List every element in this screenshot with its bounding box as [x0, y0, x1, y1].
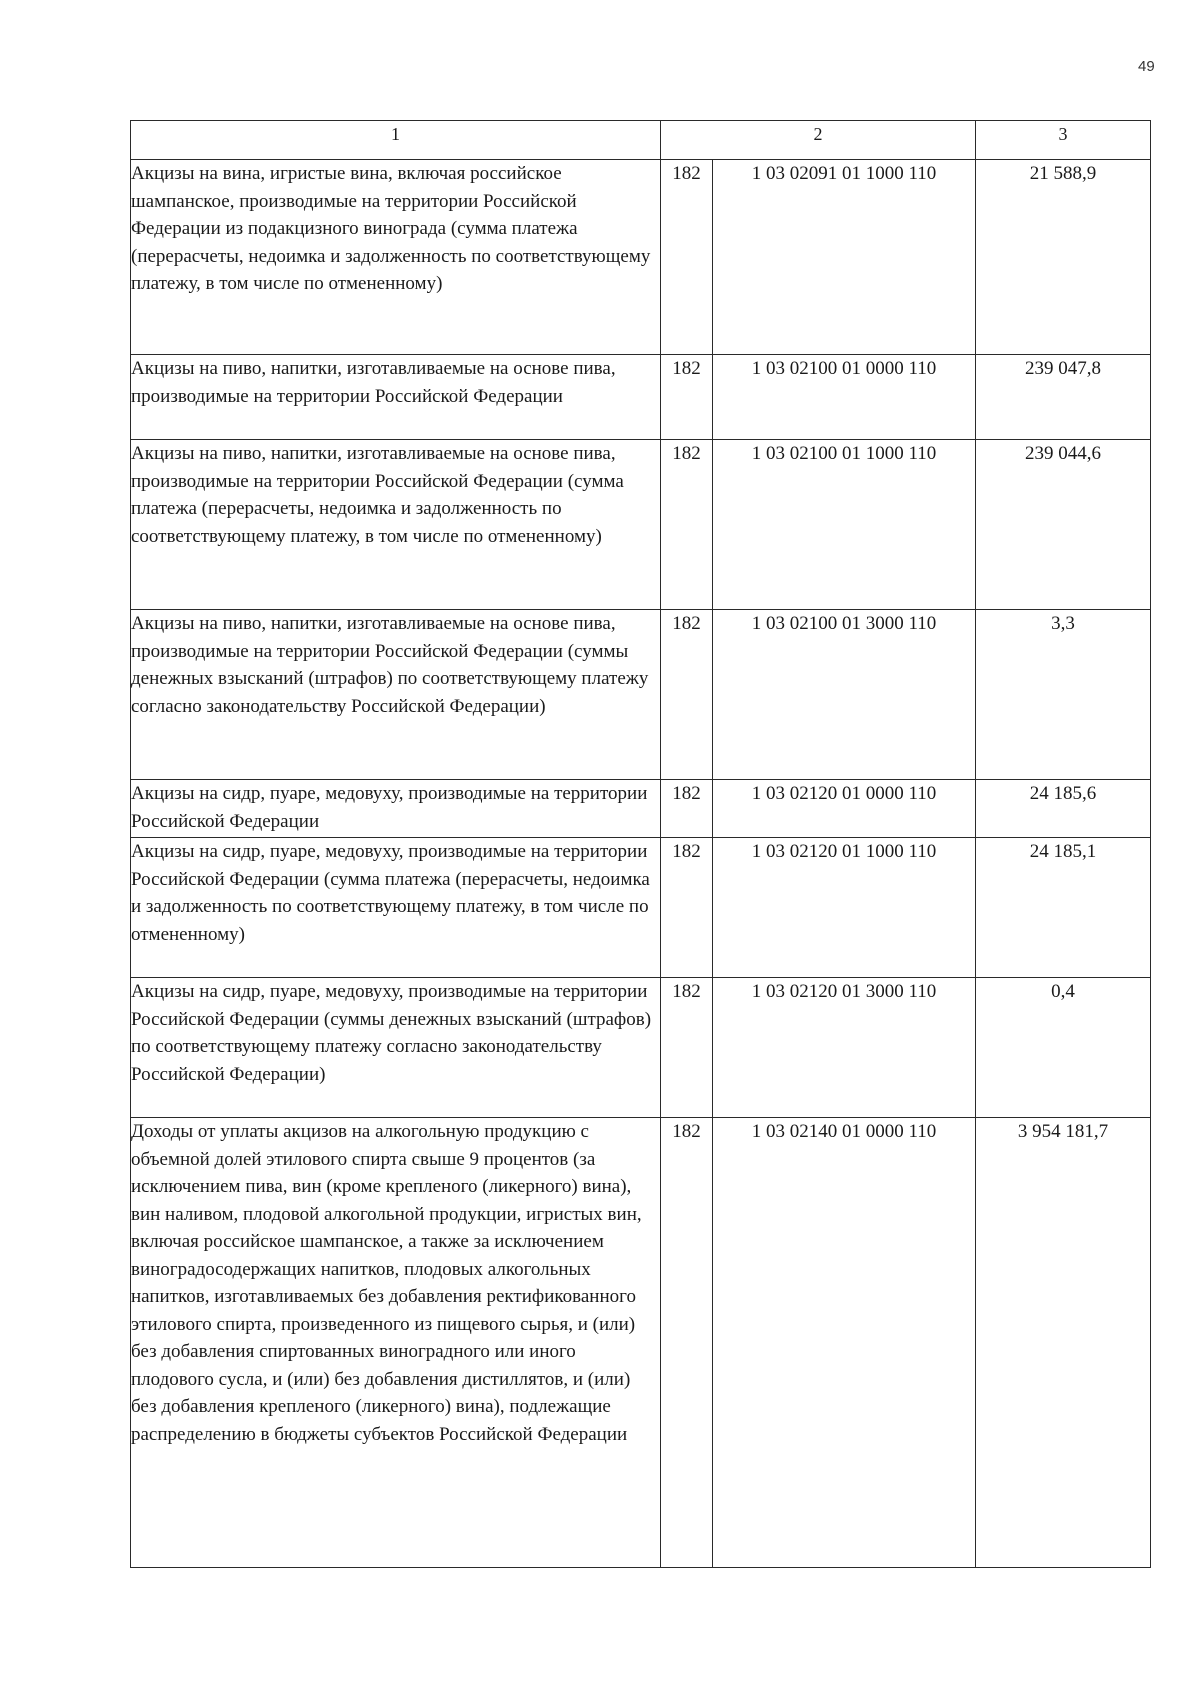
column-header-description: 1 — [131, 121, 661, 160]
row-description: Акцизы на пиво, напитки, изготавливаемые на основе пива, производимые на территории Российской Федерации (сумма платежа (перерасчеты, недоимка и задолженность по соответствующему платежу, в том числе по отмененному) — [131, 440, 661, 610]
row-amount: 3,3 — [976, 610, 1151, 780]
row-description: Акцизы на сидр, пуаре, медовуху, производимые на территории Российской Федерации (сумма платежа (перерасчеты, недоимка и задолженность по соответствующему платежу, в том числе по отмененному) — [131, 838, 661, 978]
row-admin-code: 182 — [661, 355, 713, 440]
row-admin-code: 182 — [661, 160, 713, 355]
row-amount: 239 047,8 — [976, 355, 1151, 440]
row-budget-code: 1 03 02100 01 1000 110 — [713, 440, 976, 610]
row-budget-code: 1 03 02120 01 1000 110 — [713, 838, 976, 978]
row-admin-code: 182 — [661, 440, 713, 610]
row-admin-code: 182 — [661, 978, 713, 1118]
row-amount: 3 954 181,7 — [976, 1118, 1151, 1568]
row-budget-code: 1 03 02091 01 1000 110 — [713, 160, 976, 355]
row-admin-code: 182 — [661, 1118, 713, 1568]
table-row — [131, 838, 1151, 978]
column-header-amount: 3 — [976, 121, 1151, 160]
table-row — [131, 355, 1151, 440]
column-header-code: 2 — [661, 121, 976, 160]
row-description: Акцизы на пиво, напитки, изготавливаемые на основе пива, производимые на территории Российской Федерации (суммы денежных взысканий (штрафов) по соответствующему платежу согласно законодательству Российской Федерации) — [131, 610, 661, 780]
table-row — [131, 440, 1151, 610]
revenue-table — [130, 120, 1151, 1568]
row-admin-code: 182 — [661, 780, 713, 838]
row-budget-code: 1 03 02120 01 3000 110 — [713, 978, 976, 1118]
row-description: Акцизы на вина, игристые вина, включая российское шампанское, производимые на территории Российской Федерации из подакцизного винограда (сумма платежа (перерасчеты, недоимка и задолженность по соответствующему платежу, в том числе по отмененному) — [131, 160, 661, 355]
row-amount: 24 185,1 — [976, 838, 1151, 978]
table-row — [131, 160, 1151, 355]
row-admin-code: 182 — [661, 838, 713, 978]
row-description: Акцизы на пиво, напитки, изготавливаемые на основе пива, производимые на территории Российской Федерации — [131, 355, 661, 440]
row-amount: 24 185,6 — [976, 780, 1151, 838]
table-row — [131, 610, 1151, 780]
table-row — [131, 978, 1151, 1118]
row-budget-code: 1 03 02140 01 0000 110 — [713, 1118, 976, 1568]
row-description: Акцизы на сидр, пуаре, медовуху, производимые на территории Российской Федерации — [131, 780, 661, 838]
row-description: Доходы от уплаты акцизов на алкогольную продукцию с объемной долей этилового спирта свыше 9 процентов (за исключением пива, вин (кроме крепленого (ликерного) вина), вин наливом, плодовой алкогольной продукции, игристых вин, включая российское шампанское, а также за исключением виноградосодержащих напитков, плодовых алкогольных напитков, изготавливаемых без добавления ректификованного этилового спирта, произведенного из пищевого сырья, и (или) без добавления спиртованных виноградного или иного плодового сусла, и (или) без добавления дистиллятов, и (или) без добавления крепленого (ликерного) вина), подлежащие распределению в бюджеты субъектов Российской Федерации — [131, 1118, 661, 1568]
row-budget-code: 1 03 02100 01 3000 110 — [713, 610, 976, 780]
row-amount: 21 588,9 — [976, 160, 1151, 355]
table-row — [131, 780, 1151, 838]
page-number: 49 — [1138, 58, 1155, 75]
header-row — [131, 121, 1151, 160]
row-description: Акцизы на сидр, пуаре, медовуху, производимые на территории Российской Федерации (суммы денежных взысканий (штрафов) по соответствующему платежу согласно законодательству Российской Федерации) — [131, 978, 661, 1118]
row-amount: 0,4 — [976, 978, 1151, 1118]
row-admin-code: 182 — [661, 610, 713, 780]
row-budget-code: 1 03 02100 01 0000 110 — [713, 355, 976, 440]
row-amount: 239 044,6 — [976, 440, 1151, 610]
row-budget-code: 1 03 02120 01 0000 110 — [713, 780, 976, 838]
table-row — [131, 1118, 1151, 1568]
